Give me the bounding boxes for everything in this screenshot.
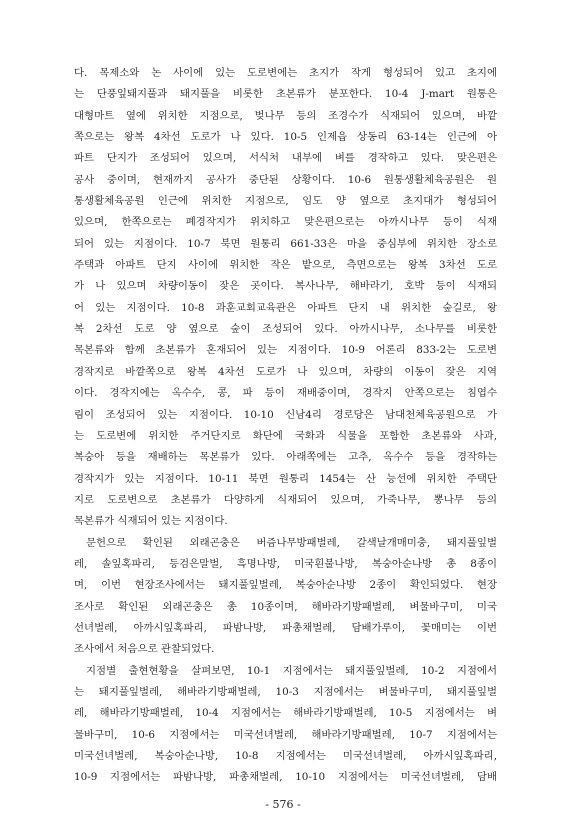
text-line: 경작지로 바깥쪽으로 왕복 4차선 도로가 나 있으며, 차량의 이동이 잦은 지역 [74, 365, 497, 378]
text-line: 조사로 확인된 외래곤충은 총 10종이며, 해바라기방패벌레, 벼물바구미, 미국 [74, 600, 497, 613]
text-line: 림이 조성되어 있는 지점이다. 10-10 신남4리 경로당은 남대천체육공원으로 가 [74, 408, 497, 421]
text-line: 레, 솔잎혹파리, 등검은말벌, 흑명나방, 미국흰불나방, 복숭아순나방 총 8종이 [74, 557, 497, 570]
text-line: 어 있는 지점이다. 10-8 과훈교회교육관은 아파트 단지 내 위치한 숲길로, 왕 [74, 301, 497, 314]
text-line: 미국선녀벌레, 복숭아순나방, 10-8 지점에서는 미국선녀벌레, 아까시잎혹파리, [74, 750, 497, 762]
text-line: 며, 이번 현장조사에서는 돼지풀잎벌레, 복숭아순나방 2종이 확인되었다. 현장 [74, 579, 497, 592]
body-text [74, 63, 497, 789]
text-line: 통생활체육공원 인근에 위치한 지점으로, 임도 양 옆으로 초지대가 형성되어 [74, 195, 497, 208]
text-line: 레, 해바라기방패벌레, 10-4 지점에서는 해바라기방패벌레, 10-5 지점에서는 벼 [74, 707, 497, 720]
text-line: 다. 목제소와 논 사이에 있는 도로변에는 초지가 작게 형성되어 있고 초지에 [74, 67, 497, 79]
text-line: 목본류가 식재되어 있는 지점이다. [74, 515, 228, 528]
page-number: - 576 - [265, 798, 301, 811]
text-line: 조사에서 처음으로 관찰되었다. [74, 643, 215, 656]
text-line: 주택과 아파트 단지 사이에 위치한 작은 밭으로, 측면으로는 왕복 3차선 도로 [74, 259, 497, 272]
text-line: 선녀벌레, 아까시잎혹파리, 파밤나방, 파총채벌레, 담배가루이, 꽃매미는 이번 [74, 621, 497, 634]
text-line: 는 도로변에 위치한 주거단지로 화단에 국화과 식물을 포함한 초본류와 사과, [74, 429, 497, 442]
text-line: 되어 있는 지점이다. 10-7 북면 원통리 661-33은 마을 중심부에 위치한 장소로 [74, 237, 497, 250]
text-line: 는 돼지풀잎벌레, 해바라기방패벌레, 10-3 지점에서는 벼물바구미, 돼지풀잎벌 [74, 685, 497, 698]
text-line: 가 나 있으며 차량이동이 잦은 곳이다. 복사나무, 해바라기, 호박 등이 식재되 [74, 280, 497, 293]
text-line: 복숭아 등을 재배하는 목본류가 있다. 아래쪽에는 고추, 옥수수 등을 경작하는 [74, 451, 497, 464]
text-line: 공사 중이며, 현재까지 공사가 중단된 상황이다. 10-6 원통생활체육공원은 원 [74, 173, 497, 186]
text-line: 파트 단지가 조성되어 있으며, 서식처 내부에 벼를 경작하고 있다. 맞은편은 [74, 152, 497, 165]
text-line: 는 단풍잎돼지풀과 돼지풀을 비롯한 초본류가 분포한다. 10-4 J-mart 원통은 [74, 88, 497, 101]
text-line: 경작지가 있는 지점이다. 10-11 북면 원통리 1454는 산 능선에 위치한 주택단 [74, 472, 497, 485]
text-line: 문헌으로 확인된 외래곤충은 버즘나무방패벌레, 갈색날개매미충, 돼지풀잎벌 [86, 536, 497, 549]
text-line: 10-9 지점에서는 파밤나방, 파총채벌레, 10-10 지점에서는 미국선녀벌레, 담배 [74, 771, 497, 784]
text-line: 지점별 출현현황을 살펴보면, 10-1 지점에서는 돼지풀잎벌레, 10-2 지점에서 [86, 664, 497, 677]
text-line: 대형마트 옆에 위치한 지점으로, 벚나무 등의 조경수가 식재되어 있으며, 바깥 [74, 109, 497, 122]
text-line: 목본류와 함께 초본류가 혼재되어 있는 지점이다. 10-9 어론리 833-2는 도로변 [74, 344, 497, 357]
text-line: 있으며, 한쪽으로는 폐경작지가 위치하고 맞은편으로는 아까시나무 등이 식재 [74, 216, 497, 229]
text-line: 지로 도로변으로 초본류가 다양하게 식재되어 있으며, 가죽나무, 뽕나무 등의 [74, 493, 497, 506]
text-line: 물바구미, 10-6 지점에서는 미국선녀벌레, 해바라기방패벌레, 10-7 지점에서는 [74, 728, 497, 741]
text-line: 이다. 경작지에는 옥수수, 콩, 파 등이 재배중이며, 경작지 안쪽으로는 침엽수 [74, 387, 497, 400]
text-line: 쪽으로는 왕복 4차선 도로가 나 있다. 10-5 인제읍 상동리 63-14는 인근에 아 [74, 131, 497, 144]
text-line: 복 2차선 도로 양 옆으로 숲이 조성되어 있다. 아까시나무, 소나무를 비롯한 [74, 323, 497, 336]
